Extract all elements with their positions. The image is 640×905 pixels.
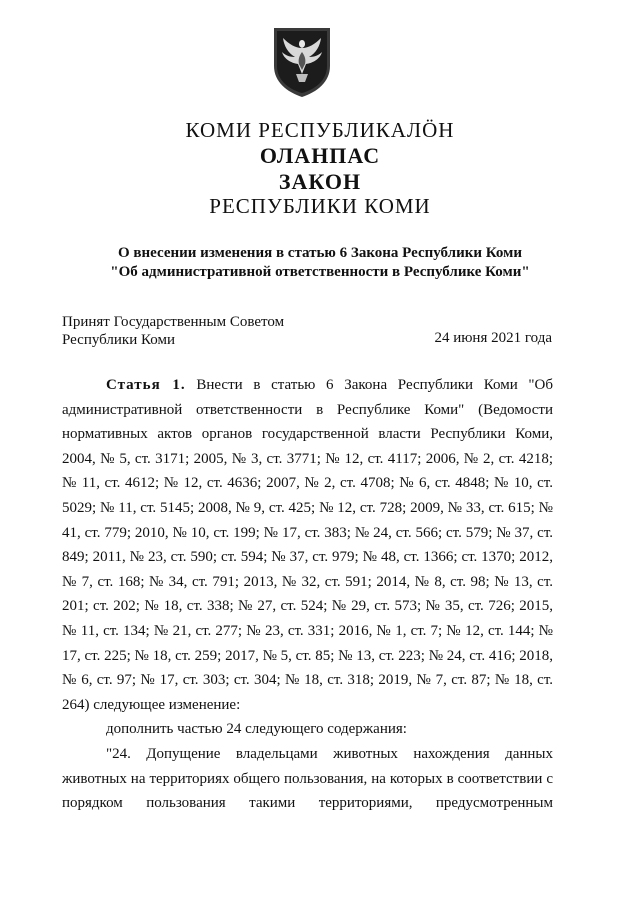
header-line-republic: РЕСПУБЛИКИ КОМИ xyxy=(209,194,431,218)
adoption-line1: Принят Государственным Советом xyxy=(62,314,285,330)
amendment-instruction: дополнить частью 24 следующего содержания: xyxy=(106,721,407,738)
adoption-date: 24 июня 2021 года xyxy=(434,330,552,346)
subject-title-line1: О внесении изменения в статью 6 Закона Республики Коми xyxy=(118,245,522,261)
header-line-komi: КОМИ РЕСПУБЛИКАЛӦН xyxy=(185,118,455,142)
header-line-olanpas: ОЛАНПАС xyxy=(259,143,381,168)
article-1-text: Внести в статью 6 Закона Республики Коми "Об административной ответственности в Республике Коми" (Ведомости нормативных актов органов государственной власти Республики Коми, 2004, № 5, ст. 3171; 2005, № 3, ст. 3771; № 12, ст. 4117; 2006, № 2, ст. 4218; № 11, ст. 4612; № 12, ст. 4636; 2007, № 2, ст. 4708; № 6, ст. 4848; № 10, ст. 5029; № 11, ст. 5145; 2008, № 9, ст. 425; № 12, ст. 728; 2009, № 33, ст. 615; № 41, ст. 779; 2010, № 10, ст. 199; № 17, ст. 383; № 24, ст. 566; ст. 579; № 37, ст. 849; 2011, № 23, ст. 590; ст. 594; № 37, ст. 979; № 48, ст. 1366; ст. 1370; 2012, № 7, ст. 168; № 34, ст. 791; 2013, № 32, ст. 591; 2014, № 8, ст. 98; № 13, ст. 201; ст. 202; № 18, ст. 338; № 27, ст. 524; № 29, ст. 573; № 35, ст. 726; 2015, № 11, ст. 134; № 21, ст. 277; № 23, ст. 331; 2016, № 1, ст. 7; № 12, ст. 144; № 17, ст. 225; № 18, ст. 259; 2017, № 5, ст. 85; № 13, ст. 223; № 24, ст. 416; 2018, № 6, ст. 97; № 17, ст. 303; ст. 304; № 18, ст. 318; 2019, № 7, ст. 87; № 18, ст. 264) следующее изменение: xyxy=(62,377,554,713)
coat-of-arms-emblem xyxy=(271,26,333,98)
law-body xyxy=(62,373,553,816)
adoption-block xyxy=(62,313,284,349)
article-1-paragraph xyxy=(62,373,553,717)
header-line-zakon: ЗАКОН xyxy=(278,169,362,194)
article-1-label: Статья 1. xyxy=(106,377,186,393)
new-part-24-text: "24. Допущение владельцами животных нахождения данных животных на территориях общего пользования, на которых в соответствии с порядком пользования такими территориями, предусмотренным xyxy=(62,745,553,812)
subject-title-line2: "Об административной ответственности в Республике Коми" xyxy=(110,264,530,280)
adoption-line2: Республики Коми xyxy=(62,332,175,348)
